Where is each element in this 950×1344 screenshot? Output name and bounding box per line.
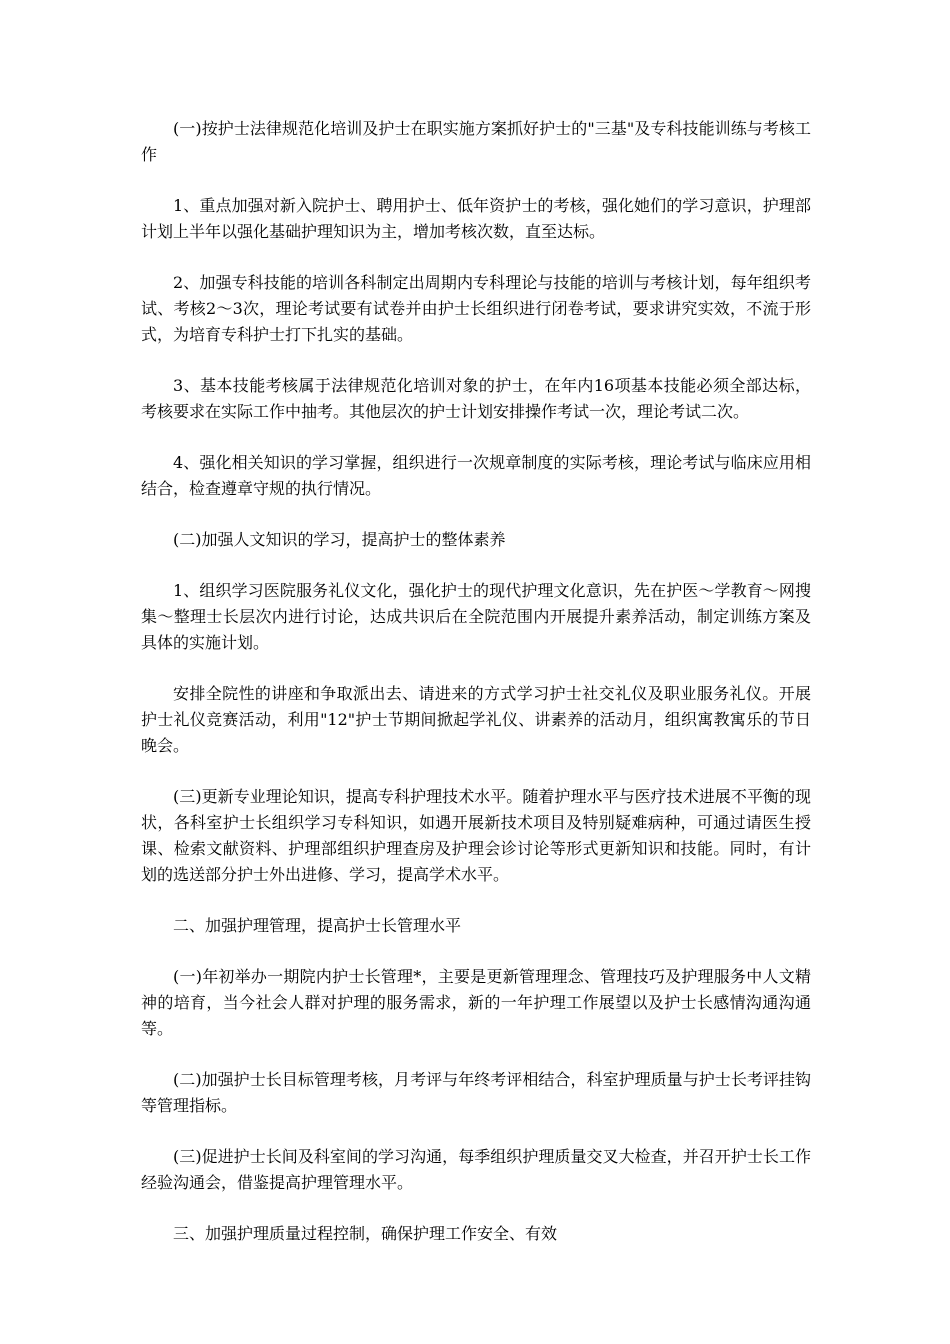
- paragraph-cross-inspection: (三)促进护士长间及科室间的学习沟通，每季组织护理质量交叉大检查，并召开护士长工作经验沟通会，借鉴提高护理管理水平。: [141, 1147, 811, 1192]
- section-heading-quality-control: 三、加强护理质量过程控制，确保护理工作安全、有效: [173, 1224, 558, 1243]
- section-heading-management: 二、加强护理管理，提高护士长管理水平: [173, 916, 462, 935]
- paragraph-humanities-heading: (二)加强人文知识的学习，提高护士的整体素养: [173, 530, 506, 549]
- paragraph-specialty-skill-training: 2、加强专科技能的培训各科制定出周期内专科理论与技能的培训与考核计划，每年组织考试、考核2～3次，理论考试要有试卷并由护士长组织进行闭卷考试，要求讲究实效，不流于形式，为培育专科护士打下扎实的基础。: [141, 273, 811, 344]
- paragraph-etiquette-activities: 安排全院性的讲座和争取派出去、请进来的方式学习护士社交礼仪及职业服务礼仪。开展护士礼仪竞赛活动，利用"12"护士节期间掀起学礼仪、讲素养的活动月，组织寓教寓乐的节日晚会。: [141, 684, 811, 755]
- paragraph-basic-skill-assessment: 3、基本技能考核属于法律规范化培训对象的护士，在年内16项基本技能必须全部达标，考核要求在实际工作中抽考。其他层次的护士计划安排操作考试一次，理论考试二次。: [141, 376, 811, 421]
- document-body: [141, 116, 811, 1272]
- paragraph-regulation-knowledge: 4、强化相关知识的学习掌握，组织进行一次规章制度的实际考核，理论考试与临床应用相结合，检查遵章守规的执行情况。: [141, 453, 811, 498]
- paragraph-professional-knowledge: (三)更新专业理论知识，提高专科护理技术水平。随着护理水平与医疗技术进展不平衡的现状，各科室护士长组织学习专科知识，如遇开展新技术项目及特别疑难病种，可通过请医生授课、检索文献资料、护理部组织护理查房及护理会诊讨论等形式更新知识和技能。同时，有计划的选送部分护士外出进修、学习，提高学术水平。: [141, 787, 811, 884]
- paragraph-etiquette-culture: 1、组织学习医院服务礼仪文化，强化护士的现代护理文化意识，先在护医～学教育～网搜集～整理士长层次内进行讨论，达成共识后在全院范围内开展提升素养活动，制定训练方案及具体的实施计划。: [141, 581, 811, 652]
- paragraph-training-plan-heading: (一)按护士法律规范化培训及护士在职实施方案抓好护士的"三基"及专科技能训练与考核工作: [141, 119, 811, 164]
- paragraph-target-management: (二)加强护士长目标管理考核，月考评与年终考评相结合，科室护理质量与护士长考评挂钩等管理指标。: [141, 1070, 811, 1115]
- paragraph-new-nurse-assessment: 1、重点加强对新入院护士、聘用护士、低年资护士的考核，强化她们的学习意识，护理部计划上半年以强化基础护理知识为主，增加考核次数，直至达标。: [141, 196, 811, 241]
- paragraph-head-nurse-training: (一)年初举办一期院内护士长管理*，主要是更新管理理念、管理技巧及护理服务中人文精神的培育，当今社会人群对护理的服务需求，新的一年护理工作展望以及护士长感情沟通沟通等。: [141, 967, 811, 1038]
